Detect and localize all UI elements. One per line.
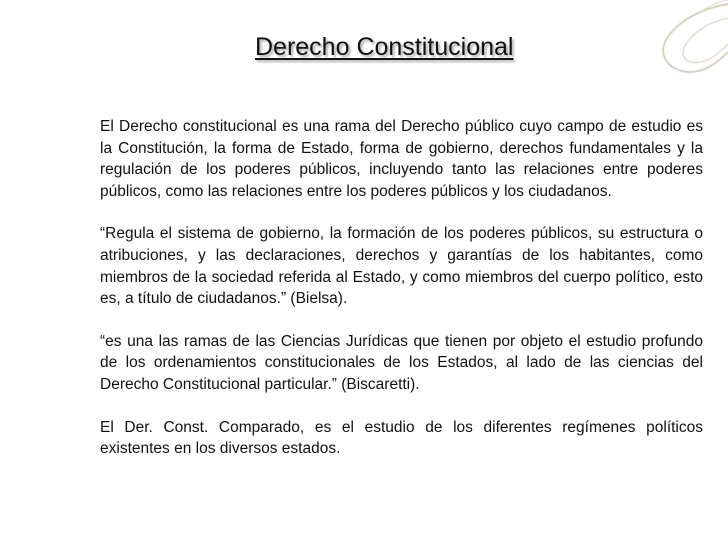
- slide-title: Derecho Constitucional: [255, 33, 514, 61]
- paragraph-quote-biscaretti: “es una las ramas de las Ciencias Jurídicas que tienen por objeto el estudio profundo de los ordenamientos constitucionales de los Estados, al lado de las ciencias del Derecho Constitucional particular.” (Biscaretti).: [100, 332, 703, 393]
- slide-body: [100, 116, 703, 481]
- paragraph-definition: El Derecho constitucional es una rama del Derecho público cuyo campo de estudio es la Constitución, la forma de Estado, forma de gobierno, derechos fundamentales y la regulación de los poderes públicos, incluyendo tanto las relaciones entre poderes públicos, como las relaciones entre los poderes públicos y los ciudadanos.: [100, 118, 703, 200]
- paragraph-comparado: El Der. Const. Comparado, es el estudio de los diferentes regímenes políticos existentes en los diversos estados.: [100, 418, 703, 458]
- title-area: [0, 30, 728, 70]
- paragraph-quote-bielsa: “Regula el sistema de gobierno, la formación de los poderes públicos, su estructura o atribuciones, y las declaraciones, derechos y garantías de los habitantes, como miembros de la sociedad referida al Estado, y como miembros del cuerpo político, esto es, a título de ciudadanos.” (Bielsa).: [100, 225, 703, 308]
